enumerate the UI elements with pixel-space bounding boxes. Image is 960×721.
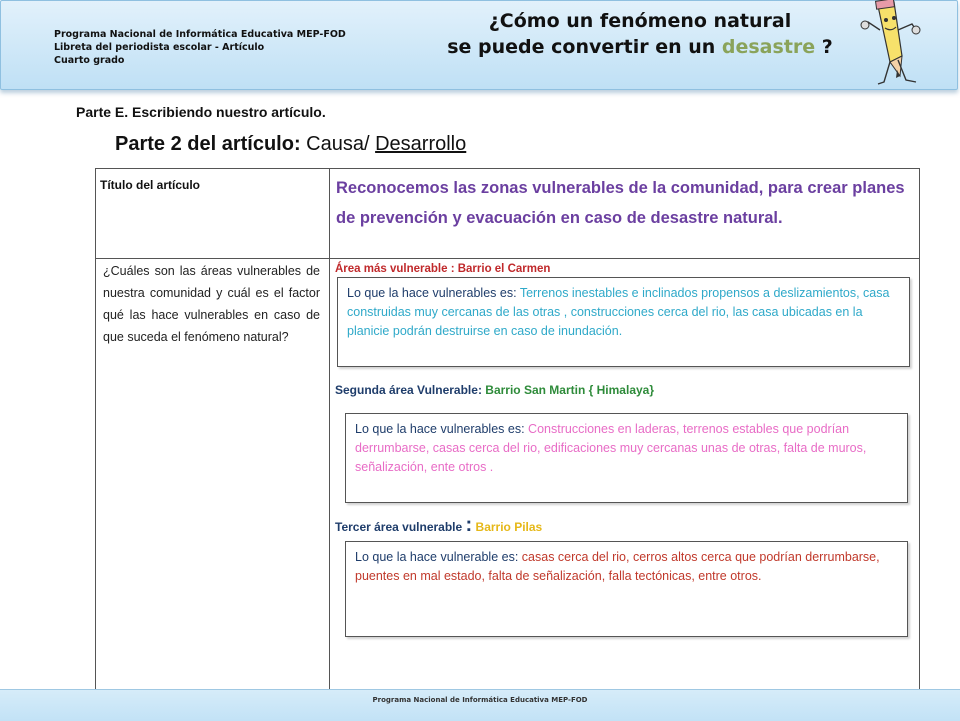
area-1-text: Terrenos inestables e inclinados propensos a deslizamientos, casa construidas muy cercanas de las otras , construcciones cerca del rio, las casa ubicadas en la planicie podrán destruirse en caso de inundación. — [347, 286, 890, 338]
section-heading-part-2 — [115, 133, 466, 156]
program-line: Libreta del periodista escolar - Artículo — [54, 42, 265, 53]
area-2-lead: Lo que la hace vulnerables es: — [355, 422, 529, 436]
area-3-name: Barrio Pilas — [472, 520, 543, 534]
page-title — [430, 8, 850, 60]
area-3-label-prefix: Tercer área vulnerable — [335, 520, 466, 534]
area-2-label-prefix: Segunda área Vulnerable: — [335, 383, 486, 397]
footer-text: Programa Nacional de Informática Educativa MEP-FOD — [372, 696, 588, 704]
title-line-1: ¿Cómo un fenómeno natural — [488, 10, 792, 32]
program-line: Cuarto grado — [54, 55, 125, 66]
area-3-colon: : — [465, 514, 473, 536]
article-title-text: Reconocemos las zonas vulnerables de la comunidad, para crear planes de prevención y evacuación en caso de desastre natural. — [336, 179, 905, 227]
program-info — [54, 28, 346, 67]
area-1-box — [337, 277, 910, 367]
area-1-label: Área más vulnerable : Barrio el Carmen — [335, 263, 551, 275]
part-2-plain: Causa/ — [300, 133, 376, 155]
area-3-label — [335, 514, 542, 537]
title-line-2 — [430, 34, 850, 60]
question-text: ¿Cuáles son las áreas vulnerables de nuestra comunidad y cuál es el factor qué las hace vulnerables en caso de que suceda el fenómeno natural? — [103, 264, 320, 344]
area-2-text: Construcciones en laderas, terrenos estables que podrían derrumbarse, casas cerca del rio, edificaciones muy cercanas unas de otras, falta de muros, señalización, ente otros . — [355, 422, 867, 474]
program-line: Programa Nacional de Informática Educativa MEP-FOD — [54, 29, 346, 40]
title-accent-word: desastre — [721, 36, 816, 58]
area-3-box — [345, 541, 908, 637]
section-heading-part-e: Parte E. Escribiendo nuestro artículo. — [76, 104, 326, 120]
table-row-divider — [95, 258, 920, 259]
footer-banner — [0, 689, 960, 721]
area-2-name: Barrio San Martin { Himalaya} — [485, 383, 655, 397]
area-1-lead: Lo que la hace vulnerables es: — [347, 286, 520, 300]
area-2-box — [345, 413, 908, 503]
title-line-2-prefix: se puede convertir en un — [447, 36, 722, 58]
title-line-2-suffix: ? — [815, 36, 833, 58]
part-2-underlined: Desarrollo — [375, 133, 467, 155]
area-3-text: casas cerca del rio, cerros altos cerca que podrían derrumbarse, puentes en mal estado, falta de señalización, falla tectónicas, entre otros. — [355, 550, 880, 583]
pencil-mascot-icon — [860, 0, 930, 92]
area-3-lead: Lo que la hace vulnerable es: — [355, 550, 522, 564]
part-2-label: Parte 2 del artículo: — [115, 133, 301, 155]
article-title-label: Título del artículo — [100, 178, 201, 192]
table-column-divider — [329, 168, 330, 701]
area-2-label — [335, 383, 654, 397]
